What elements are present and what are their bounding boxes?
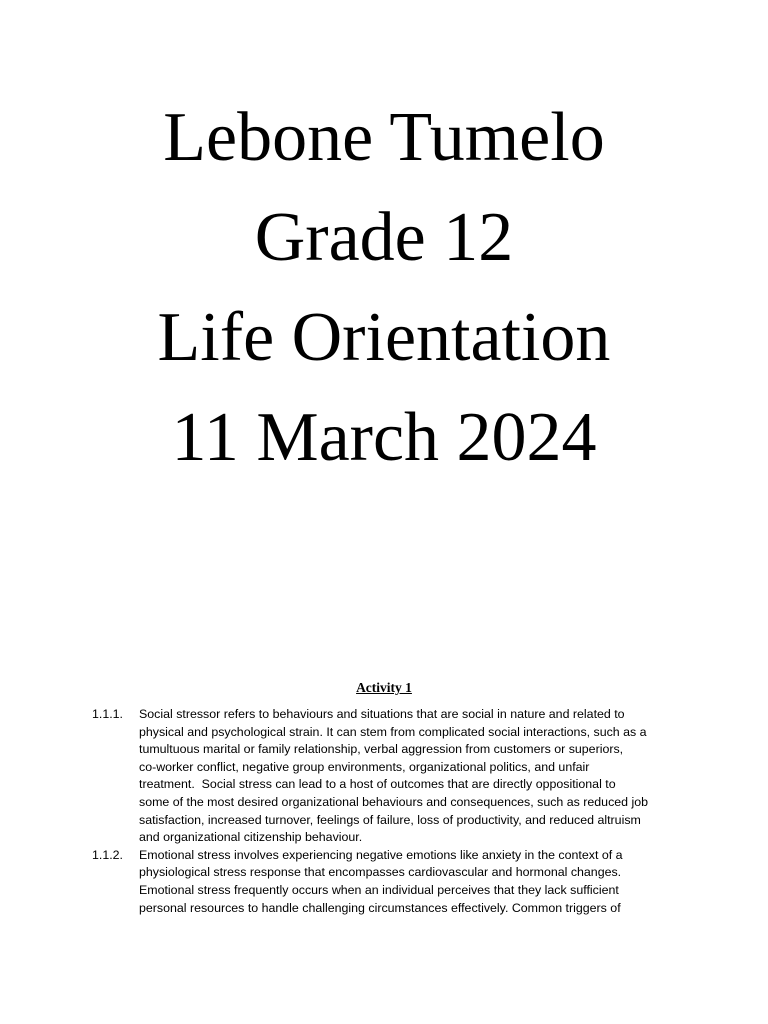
list-item — [92, 847, 692, 917]
text-line: Social stressor refers to behaviours and situations that are social in nature and related to — [139, 707, 625, 721]
item-text — [139, 706, 692, 847]
submission-date: 11 March 2024 — [171, 399, 597, 476]
cover-title-block — [0, 88, 768, 488]
text-line: Emotional stress frequently occurs when an individual perceives that they lack sufficient — [139, 882, 619, 897]
item-number: 1.1.1. — [92, 707, 124, 721]
item-text — [139, 847, 692, 917]
text-line: co-worker conflict, negative group environments, organizational politics, and unfair — [139, 759, 590, 774]
text-line: tumultuous marital or family relationship, verbal aggression from customers or superiors, — [139, 742, 624, 757]
text-line: some of the most desired organizational behaviours and consequences, such as reduced job — [139, 794, 649, 809]
text-line: satisfaction, increased turnover, feelings of failure, loss of productivity, and reduced altruism — [139, 812, 641, 827]
text-line: treatment. Social stress can lead to a host of outcomes that are directly oppositional to — [139, 777, 616, 792]
activity-heading: Activity 1 — [356, 680, 412, 695]
text-line: physical and psychological strain. It can stem from complicated social interactions, such as a — [139, 724, 647, 739]
subject-title: Life Orientation — [157, 299, 611, 376]
activity-item-list — [92, 706, 692, 917]
text-line: personal resources to handle challenging circumstances effectively. Common triggers of — [139, 900, 621, 915]
text-line: physiological stress response that encompasses cardiovascular and hormonal changes. — [139, 865, 622, 880]
student-name: Lebone Tumelo — [163, 99, 605, 176]
text-line: and organizational citizenship behaviour. — [139, 830, 363, 845]
list-item — [92, 706, 692, 847]
item-number: 1.1.2. — [92, 847, 124, 862]
text-line: Emotional stress involves experiencing negative emotions like anxiety in the context of a — [139, 847, 623, 862]
grade-label: Grade 12 — [254, 199, 514, 276]
